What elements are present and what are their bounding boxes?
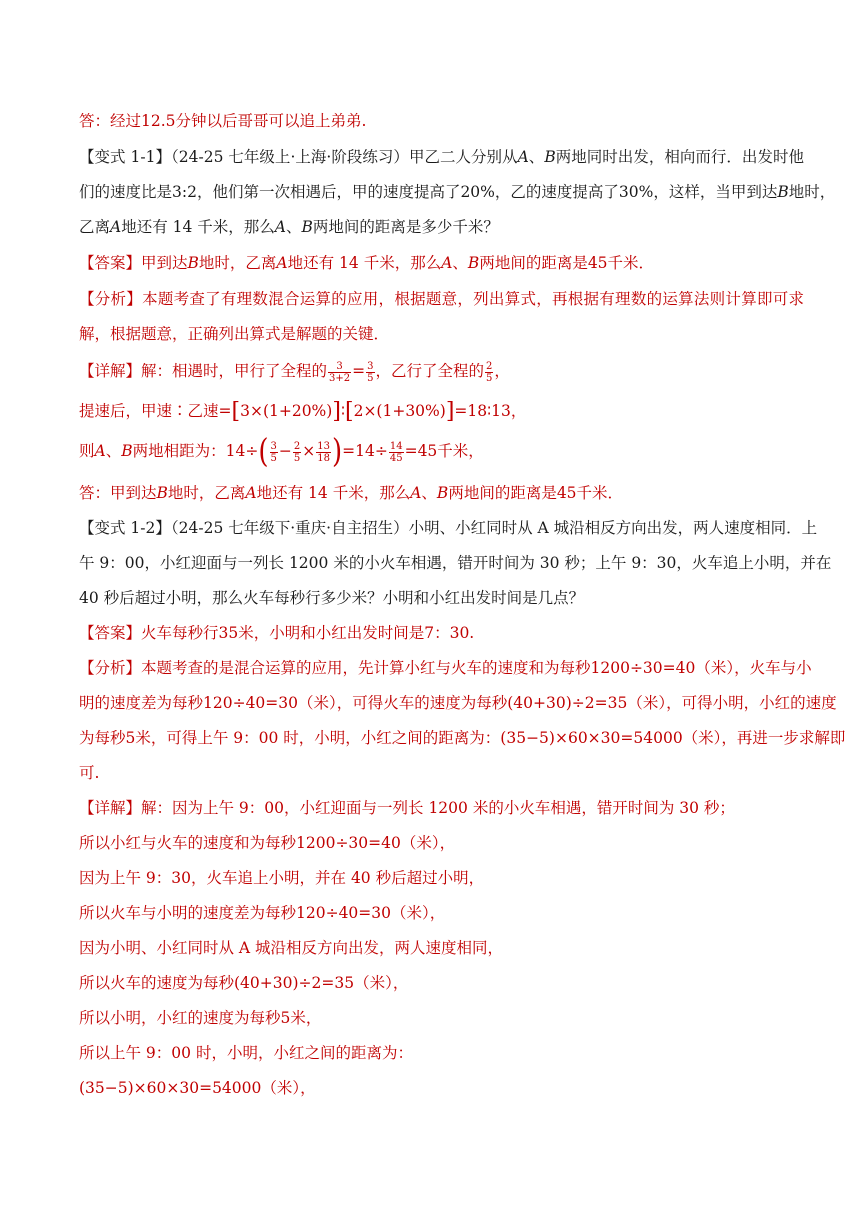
variant-1-1-detail-line-1: 【详解】解：相遇时，甲行了全程的 $\frac{3}{3+2}$ = $\frac{3}{5}$ ，乙行了全程的 $\frac{2}{5}$ ， xyxy=(79,360,510,384)
answer-line-prev xyxy=(79,110,804,132)
variant-1-1-detail-line-3: 则A、B两地相距为：14÷( $\frac{3}{5}$ − $\frac{2}{5}$ × $\frac{13}{18}$ )=14÷ $\frac{14}{45}$ =45千米， xyxy=(79,433,484,471)
variant-1-1-question-line-2: 们的速度比是3:2，他们第一次相遇后，甲的速度提高了20%，乙的速度提高了30%，这样，当甲到达B地时， xyxy=(79,183,836,201)
variant-1-2-detail-line-1: 【详解】解：因为上午 9：00，小红迎面与一列长 1200 米的小火车相遇，错开时间为 30 秒； xyxy=(79,799,735,817)
fraction: $\frac{3}{5}$ xyxy=(270,440,277,464)
variant-1-1-final-answer: 答：甲到达B地时，乙离A地还有 14 千米，那么A、B两地间的距离是45千米． xyxy=(79,484,624,502)
variant-1-1-question-line-1: 【变式 1-1】（24-25 七年级上·上海·阶段练习）甲乙二人分别从A、B两地同时出发，相向而行．出发时他 xyxy=(79,148,804,166)
variant-1-2-detail-line-5: 因为小明、小红同时从 A 城沿相反方向出发，两人速度相同， xyxy=(79,939,504,957)
fraction: $\frac{14}{45}$ xyxy=(389,440,403,464)
variant-1-2-answer: 【答案】火车每秒行35米，小明和小红出发时间是7：30. xyxy=(79,624,475,642)
variant-1-2-analysis-line-4: 可. xyxy=(79,764,100,782)
variant-1-2-analysis-line-2: 明的速度差为每秒120÷40=30（米），可得火车的速度为每秒(40+30)÷2=35（米），可得小明，小红的速度 xyxy=(79,694,837,712)
fraction: $\frac{3}{5}$ xyxy=(367,360,374,384)
variant-1-2-detail-line-6: 所以火车的速度为每秒(40+30)÷2=35（米）， xyxy=(79,974,409,992)
variant-1-2-detail-line-2: 所以小红与火车的速度和为每秒1200÷30=40（米）， xyxy=(79,834,456,852)
variant-1-1-analysis-line-1: 【分析】本题考查了有理数混合运算的应用，根据题意，列出算式，再根据有理数的运算法则计算即可求 xyxy=(79,290,804,308)
fraction: $\frac{2}{5}$ xyxy=(293,440,301,464)
variant-1-2-detail-line-8: 所以上午 9：00 时，小明，小红之间的距离为： xyxy=(79,1044,413,1062)
variant-1-2-question-line-1: 【变式 1-2】（24-25 七年级下·重庆·自主招生）小明、小红同时从 A 城沿相反方向出发，两人速度相同．上 xyxy=(79,519,818,537)
variant-1-1-question-line-3: 乙离A地还有 14 千米，那么A、B两地间的距离是多少千米？ xyxy=(79,218,499,236)
variant-1-2-detail-line-3: 因为上午 9：30，火车追上小明，并在 40 秒后超过小明， xyxy=(79,869,485,887)
fraction: $\frac{13}{18}$ xyxy=(317,440,330,464)
variant-1-2-detail-line-7: 所以小明，小红的速度为每秒5米， xyxy=(79,1009,322,1027)
variant-1-1-detail-line-2: 提速后，甲速∶乙速=[3×(1+20%)]∶[2×(1+30%)]=18∶13， xyxy=(79,399,527,424)
fraction: $\frac{2}{5}$ xyxy=(486,360,493,384)
variant-1-2-question-line-3: 40 秒后超过小明，那么火车每秒行多少米？小明和小红出发时间是几点？ xyxy=(79,589,585,607)
variant-1-2-analysis-line-1: 【分析】本题考查的是混合运算的应用，先计算小红与火车的速度和为每秒1200÷30=40（米），火车与小 xyxy=(79,659,812,677)
variant-1-2-analysis-line-3: 为每秒5米，可得上午 9：00 时，小明，小红之间的距离为：(35−5)×60×30=54000（米），再进一步求解即 xyxy=(79,729,846,747)
fraction: $\frac{3}{3+2}$ xyxy=(329,360,351,384)
variant-1-1-answer: 【答案】甲到达B地时，乙离A地还有 14 千米，那么A、B两地间的距离是45千米． xyxy=(79,254,655,272)
variant-1-2-question-line-2: 午 9：00，小红迎面与一列长 1200 米的小火车相遇，错开时间为 30 秒；上午 9：30，火车追上小明，并在 xyxy=(79,554,832,572)
text: 答：经过12.5分钟以后哥哥可以追上弟弟. xyxy=(79,112,367,130)
variant-1-1-analysis-line-2: 解，根据题意，正确列出算式是解题的关键． xyxy=(79,325,390,343)
variant-1-2-detail-line-4: 所以火车与小明的速度差为每秒120÷40=30（米）， xyxy=(79,904,446,922)
variant-1-2-detail-line-9: (35−5)×60×30=54000（米）， xyxy=(79,1079,316,1097)
